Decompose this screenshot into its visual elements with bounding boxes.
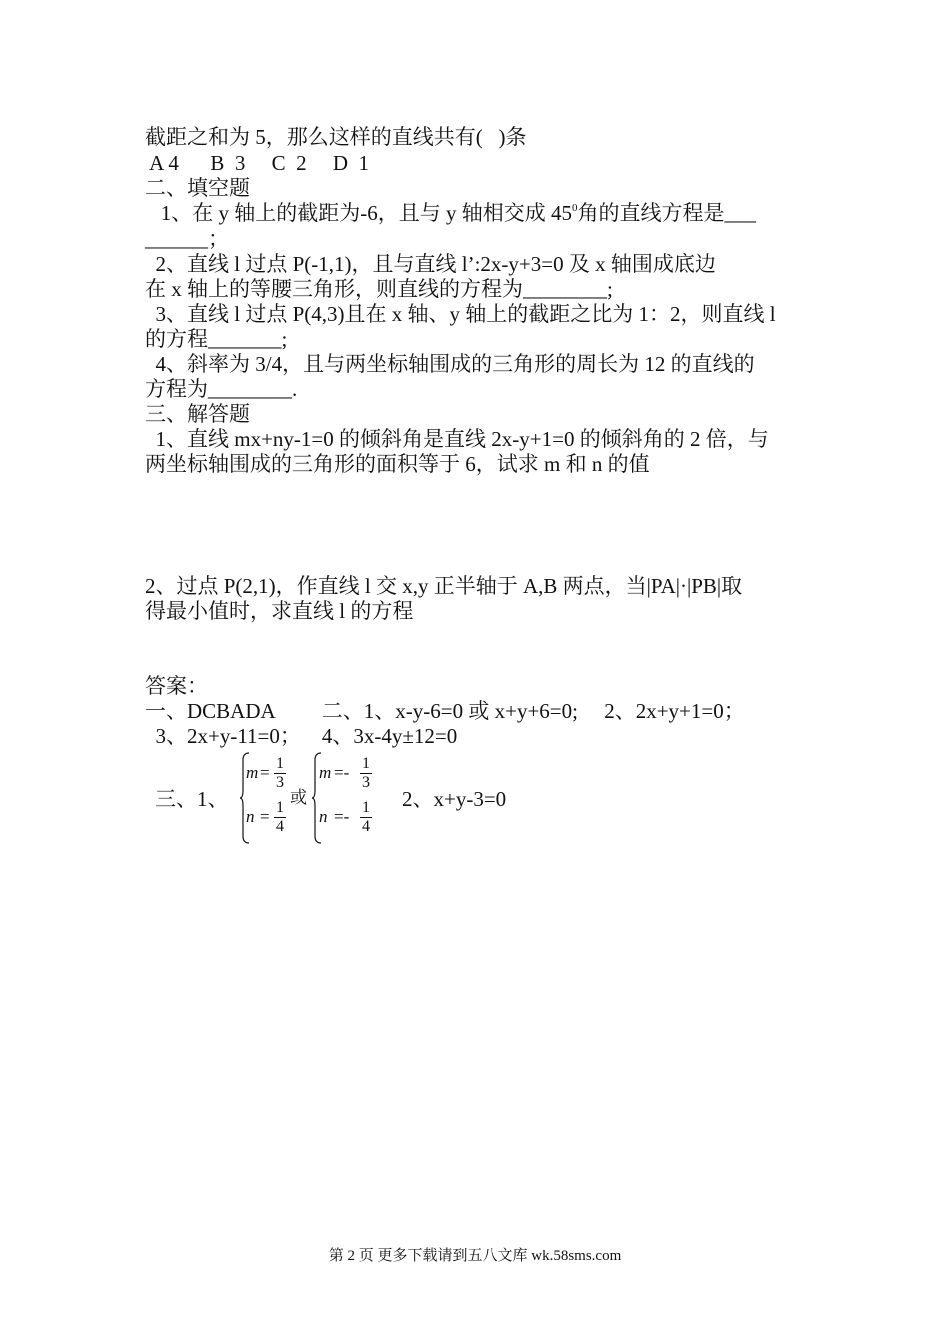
frac-m-2-den: 3: [362, 774, 370, 791]
frac-n-2-num: 1: [362, 799, 370, 816]
frac-n-2: [360, 799, 372, 836]
var-n-1: n: [246, 807, 255, 826]
frac-m-1-den: 3: [276, 774, 284, 791]
fill-q1: [145, 200, 756, 226]
solve-q1-cont: 两坐标轴围成的三角形的面积等于 6，试求 m 和 n 的值: [145, 452, 650, 476]
frac-m-1: [274, 755, 286, 792]
answer-3-prefix: 三、1、: [155, 787, 229, 811]
fill-q1-text: 1、在 y 轴上的截距为-6，且与 y 轴相交成 45: [145, 201, 572, 225]
section-solve: 三、解答题: [145, 402, 250, 426]
equation-system: [240, 752, 400, 844]
eq-n-1: =: [260, 807, 270, 826]
fill-q1-tail: 角的直线方程是___: [577, 201, 756, 225]
fill-q2: 2、直线 l 过点 P(-1,1)，且与直线 l’:2x-y+3=0 及 x 轴围成底边: [145, 252, 716, 276]
page-footer: 第 2 页 更多下载请到五八文库 wk.58sms.com: [328, 1248, 622, 1264]
var-m-2: m: [319, 763, 332, 782]
fill-q4-cont: 方程为________.: [145, 377, 298, 401]
or-label: 或: [290, 788, 307, 807]
section-fill-blank: 二、填空题: [145, 176, 250, 200]
solve-q2-cont: 得最小值时，求直线 l 的方程: [145, 599, 414, 623]
answers-line-2: 3、2x+y-11=0； 4、3x-4y±12=0: [145, 724, 458, 748]
fill-q3-cont: 的方程_______;: [145, 327, 288, 351]
fill-q2-cont: 在 x 轴上的等腰三角形，则直线的方程为________;: [145, 277, 613, 301]
eq-n-2: =-: [334, 807, 350, 826]
degree-superscript: 0: [572, 202, 578, 214]
answers-title: 答案：: [145, 674, 208, 698]
fill-q3: 3、直线 l 过点 P(4,3)且在 x 轴、y 轴上的截距之比为 1：2，则直线 l: [145, 302, 776, 326]
frac-n-1-num: 1: [276, 799, 284, 816]
frac-m-2: [360, 755, 372, 792]
answers-line-1: 一、DCBADA 二、1、x-y-6=0 或 x+y+6=0; 2、2x+y+1=0；: [145, 699, 745, 723]
frac-m-2-num: 1: [362, 755, 370, 772]
frac-n-1: [274, 799, 286, 836]
frac-m-1-num: 1: [276, 755, 284, 772]
var-n-2: n: [319, 807, 328, 826]
eq-m-2: =-: [334, 763, 350, 782]
frac-n-2-den: 4: [362, 818, 370, 835]
answer-3-suffix: 2、x+y-3=0: [402, 787, 507, 811]
var-m-1: m: [246, 763, 259, 782]
eq-m-1: =: [260, 763, 270, 782]
line-1: 截距之和为 5，那么这样的直线共有( )条: [145, 125, 527, 149]
frac-n-1-den: 4: [276, 818, 284, 835]
line-2: A 4 B 3 C 2 D 1: [145, 151, 370, 175]
fill-q1-cont: ______；: [145, 227, 229, 251]
solve-q1: 1、直线 mx+ny-1=0 的倾斜角是直线 2x-y+1=0 的倾斜角的 2 倍，与: [145, 427, 769, 451]
fill-q4: 4、斜率为 3/4，且与两坐标轴围成的三角形的周长为 12 的直线的: [145, 352, 755, 376]
solve-q2: 2、过点 P(2,1)，作直线 l 交 x,y 正半轴于 A,B 两点，当|PA|·|PB|取: [145, 574, 743, 598]
